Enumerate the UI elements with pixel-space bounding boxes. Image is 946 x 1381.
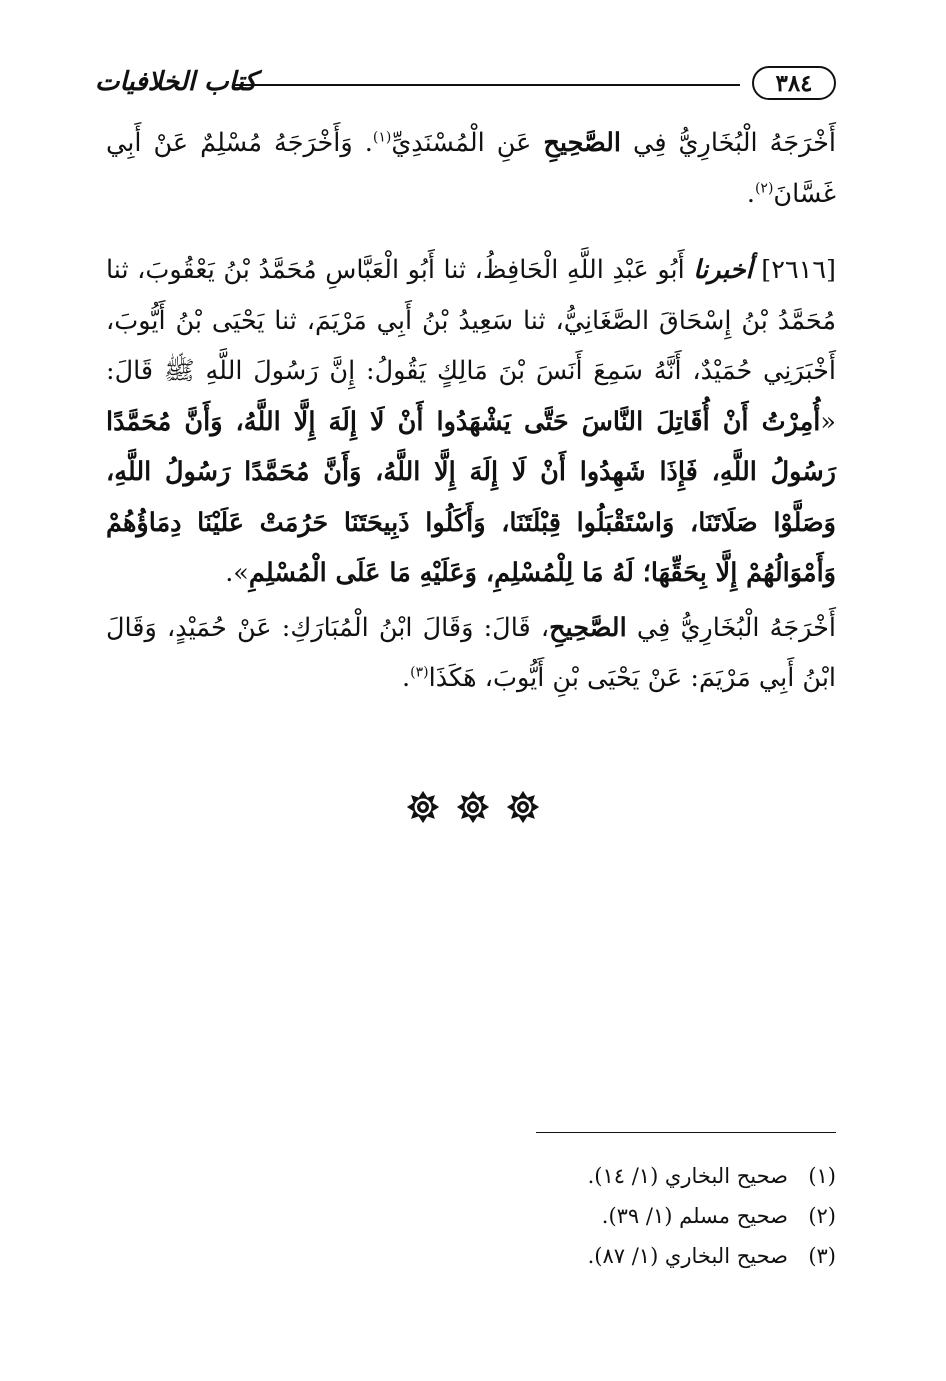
hadith-end: ». [225,558,249,588]
para3-text-1: أَخْرَجَهُ الْبُخَارِيُّ فِي [626,612,837,643]
footnote-rule [536,1132,836,1133]
star-ornament-icon [456,790,490,824]
footnote-3 [436,1236,836,1276]
star-ornament-icon [406,790,440,824]
footnote-2 [436,1196,836,1236]
footnote-ref-3[interactable]: (٣) [410,664,429,681]
footnote-text: صحيح مسلم (١/ ٣٩). [601,1204,788,1228]
paragraph-2 [106,245,836,599]
para3-text-2: ، قَالَ: وَقَالَ ابْنُ الْمُبَارَكِ: عَنْ حُمَيْدٍ، وَقَالَ ابْنُ أَبِي مَرْيَمَ: عَنْ يَحْيَى بْنِ أَيُّوبَ، هَكَذَا [106,612,836,693]
para1-text-2: عَنِ الْمُسْنَدِيِّ [391,128,544,158]
header-rule [235,84,740,86]
footnote-1 [436,1156,836,1196]
footnote-text: صحيح البخاري (١/ ٨٧). [587,1244,788,1268]
running-title: كتاب الخلافيات [95,67,257,97]
footnotes [436,1156,836,1276]
para3-text-3: . [402,663,411,693]
section-divider-ornaments [0,790,946,824]
page-header [95,62,836,110]
footnote-text: صحيح البخاري (١/ ١٤). [587,1164,788,1188]
footnote-ref-1[interactable]: (١) [372,129,392,146]
paragraph-1 [106,118,836,219]
paragraph-3 [106,603,836,704]
para1-text-4: . [746,178,755,209]
main-text [106,118,836,704]
hadith-number: [٢٦١٦] [752,255,836,285]
para1-text-1: أَخْرَجَهُ الْبُخَارِيُّ فِي [621,128,836,158]
hadith-matn: أُمِرْتُ أَنْ أُقَاتِلَ النَّاسَ حَتَّى يَشْهَدُوا أَنْ لَا إِلَهَ إِلَّا اللَّهُ، وَأَنَّ مُحَمَّدًا رَسُولُ اللَّهِ، فَإِذَا شَهِدُوا أَنْ لَا إِلَهَ إِلَّا اللَّهُ، وَأَنَّ مُحَمَّدًا رَسُولُ اللَّهِ، وَصَلَّوْا صَلَاتَنَا، وَاسْتَقْبَلُوا قِبْلَتَنَا، وَأَكَلُوا ذَبِيحَتَنَا حَرُمَتْ عَلَيْنَا دِمَاؤُهُمْ وَأَمْوَالُهُمْ إِلَّا بِحَقِّهَا؛ لَهُ مَا لِلْمُسْلِمِ، وَعَلَيْهِ مَا عَلَى الْمُسْلِمِ [106,406,836,588]
para1-text-3: . وَأَخْرَجَهُ مُسْلِمٌ عَنْ أَبِي غَسَّانَ [106,128,836,209]
footnote-ref-2[interactable]: (٢) [754,180,774,196]
footnote-number: (١) [808,1164,836,1188]
page-number: ٣٨٤ [752,66,836,100]
footnote-number: (٢) [808,1204,836,1228]
isnad-chain: أَبُو عَبْدِ اللَّهِ الْحَافِظُ، ثنا أَبُو الْعَبَّاسِ مُحَمَّدُ بْنُ يَعْقُوبَ، ثنا مُحَمَّدُ بْنُ إِسْحَاقَ الصَّغَانِيُّ، ثنا سَعِيدُ بْنُ أَبِي مَرْيَمَ، ثنا يَحْيَى بْنُ أَيُّوبَ، أَخْبَرَنِي حُمَيْدٌ، أَنَّهُ سَمِعَ أَنَسَ بْنَ مَالِكٍ يَقُولُ: إِنَّ رَسُولَ اللَّهِ ﷺ قَالَ: « [106,255,836,437]
isnad-verb: أخبرنا [693,255,753,285]
para1-book-title: الصَّحِيحِ [543,128,622,158]
para3-book-title: الصَّحِيحِ [549,612,627,643]
star-ornament-icon [506,790,540,824]
footnote-number: (٣) [808,1244,836,1268]
